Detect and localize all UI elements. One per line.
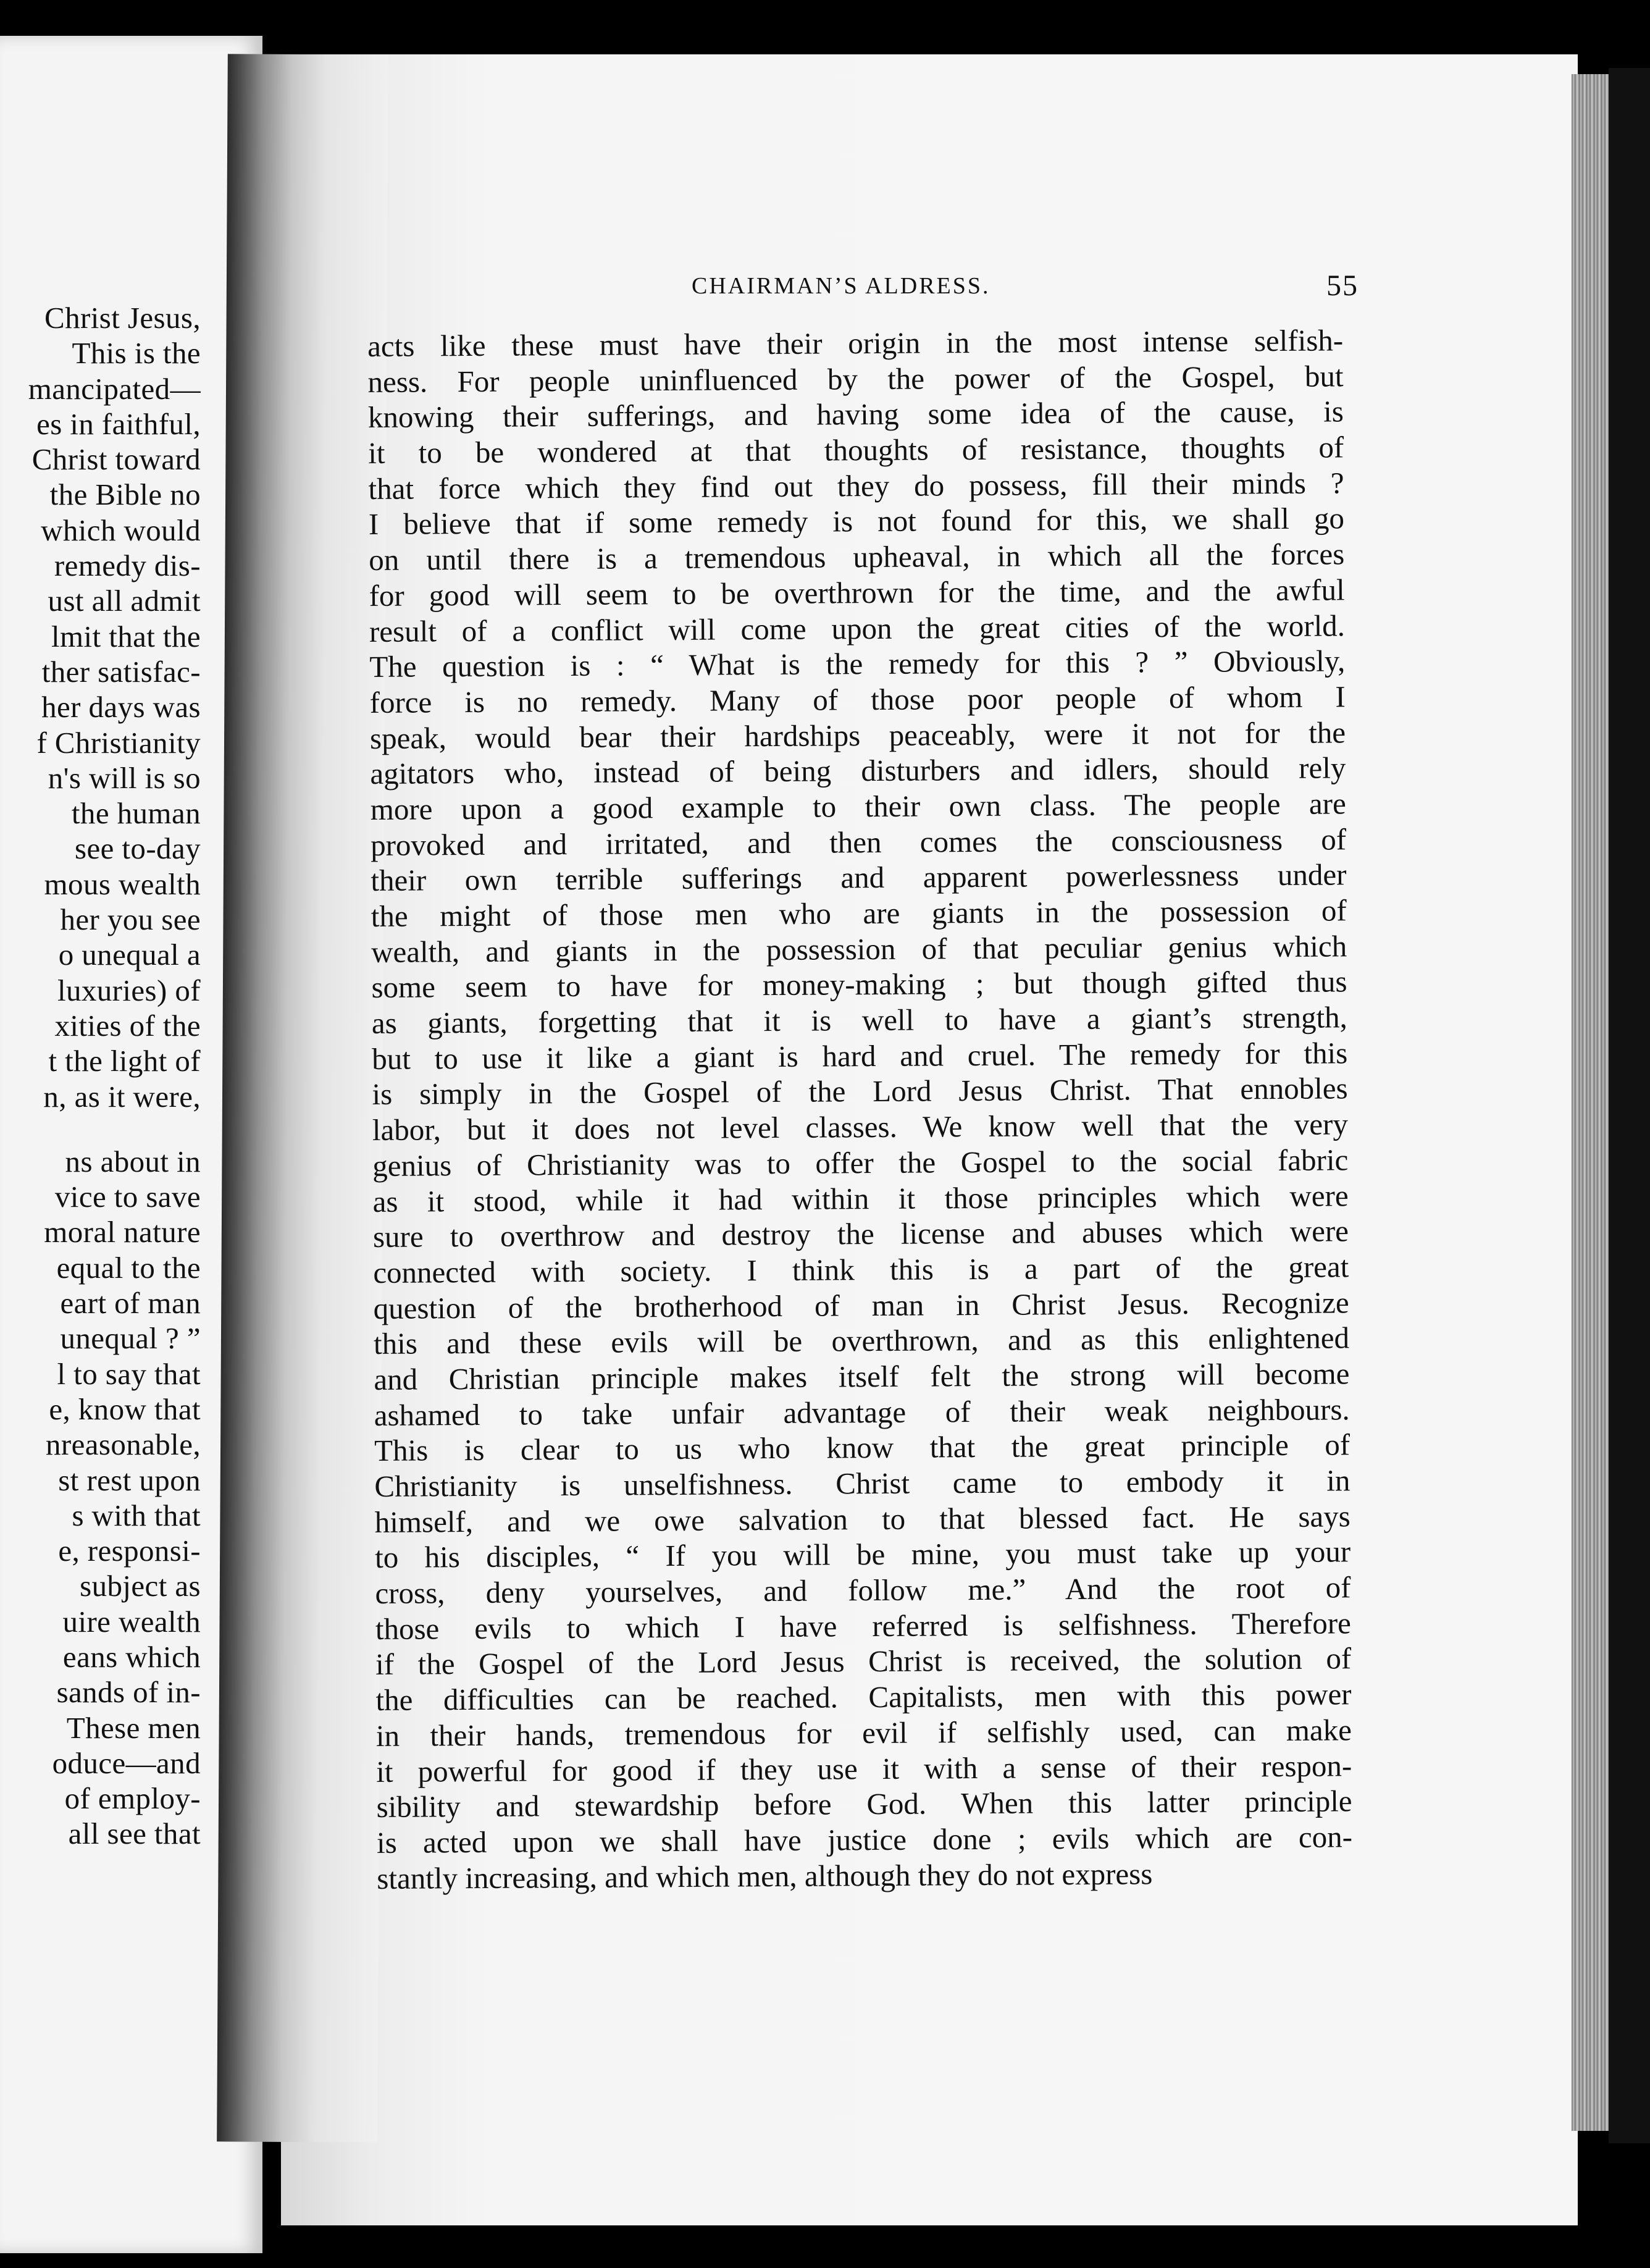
text-line: if the Gospel of the Lord Jesus Christ is received, the solution of	[375, 1641, 1352, 1682]
left-text-line: equal to the	[56, 1250, 201, 1285]
left-text-line: her days was	[41, 690, 201, 724]
left-text-line: xities of the	[54, 1008, 201, 1043]
left-text-line: ns about in	[65, 1144, 201, 1178]
text-line: the difficulties can be reached. Capitalists, men with this power	[375, 1677, 1352, 1718]
page-header	[692, 264, 1359, 308]
text-line: the might of those men who are giants in the possession of	[371, 893, 1347, 933]
left-text-line: mous wealth	[44, 867, 201, 901]
left-text-line: of employ-	[64, 1781, 201, 1816]
left-text-line: unequal ? ”	[60, 1321, 201, 1356]
text-line: some seem to have for money-making ; but though gifted thus	[371, 964, 1347, 1005]
text-line: and Christian principle makes itself felt the strong will become	[374, 1356, 1350, 1396]
left-page-text	[0, 300, 201, 1852]
text-line: agitators who, instead of being disturbers and idlers, should rely	[370, 750, 1346, 791]
text-line: force is no remedy. Many of those poor people of whom I	[369, 679, 1346, 720]
text-line: Christianity is unselfishness. Christ came to embody it in	[374, 1463, 1351, 1503]
left-text-line: f Christianity	[36, 725, 201, 760]
text-line: cross, deny yourselves, and follow me.” And the root of	[375, 1570, 1351, 1611]
text-line: as it stood, while it had within it those principles which were	[372, 1178, 1349, 1219]
left-text-line: Christ toward	[31, 442, 201, 477]
text-line: provoked and irritated, and then comes the consciousness of	[370, 821, 1347, 862]
left-text-line: which would	[41, 513, 201, 547]
left-text-line: see to-day	[75, 831, 201, 866]
left-text-line: remedy dis-	[54, 548, 201, 583]
text-line: himself, and we owe salvation to that blessed fact. He says	[374, 1499, 1351, 1539]
page-gutter-shadow	[217, 54, 388, 2142]
left-text-line: moral nature	[44, 1215, 201, 1250]
text-line: connected with society. I think this is a part of the great	[373, 1250, 1349, 1290]
left-text-line: t the light of	[48, 1044, 201, 1078]
left-text-line: l to say that	[57, 1356, 201, 1391]
left-text-line: These men	[66, 1710, 201, 1745]
text-line: but to use it like a giant is hard and cruel. The remedy for this	[372, 1036, 1348, 1076]
left-text-line: the Bible no	[49, 477, 201, 512]
text-line: on until there is a tremendous upheaval, in which all the forces	[369, 537, 1345, 578]
text-line: acts like these must have their origin in the most intense selfish-	[367, 323, 1344, 363]
left-text-line: n's will is so	[48, 760, 201, 795]
text-line: more upon a good example to their own class. The people are	[370, 786, 1346, 826]
left-text-line: her you see	[60, 902, 201, 937]
left-text-line: e, know that	[49, 1392, 201, 1426]
left-text-line: oduce—and	[52, 1745, 201, 1780]
text-line: in their hands, tremendous for evil if selfishly used, can make	[375, 1713, 1352, 1753]
left-text-line: s with that	[72, 1498, 201, 1532]
text-line: labor, but it does not level classes. We know well that the very	[372, 1107, 1349, 1148]
paragraph-gap	[0, 1114, 201, 1144]
left-text-line: es in faithful,	[36, 406, 201, 441]
text-line: is acted upon we shall have justice done ; evils which are con-	[376, 1820, 1353, 1860]
text-line: sibility and stewardship before God. When this latter principle	[376, 1784, 1352, 1825]
text-line: knowing their sufferings, and having some idea of the cause, is	[367, 394, 1344, 435]
text-line: wealth, and giants in the possession of that peculiar genius which	[371, 929, 1347, 969]
left-text-line: luxuries) of	[57, 973, 201, 1007]
left-text-line: all see that	[68, 1816, 201, 1851]
text-line: it powerful for good if they use it with a sense of their respon-	[376, 1748, 1352, 1789]
body-text	[367, 322, 1352, 1896]
left-text-line: uire wealth	[62, 1604, 201, 1639]
text-line: this and these evils will be overthrown, and as this enlightened	[373, 1321, 1350, 1361]
text-line: The question is : “ What is the remedy for this ? ” Obviously,	[369, 644, 1346, 684]
text-line: their own terrible sufferings and apparent powerlessness under	[371, 857, 1347, 898]
text-line: speak, would bear their hardships peaceably, were it not for the	[369, 715, 1346, 755]
left-text-line: This is the	[72, 336, 201, 371]
left-text-line: ust all admit	[48, 584, 201, 618]
text-line: to his disciples, “ If you will be mine, you must take up your	[374, 1534, 1351, 1575]
text-line: is simply in the Gospel of the Lord Jesus Christ. That ennobles	[372, 1071, 1348, 1112]
text-line: ness. For people uninfluenced by the power of the Gospel, but	[367, 359, 1344, 399]
left-text-line: e, responsi-	[58, 1534, 201, 1568]
left-text-line: o unequal a	[58, 938, 201, 972]
text-line: genius of Christianity was to offer the Gospel to the social fabric	[372, 1143, 1349, 1183]
text-line: it to be wondered at that thoughts of resistance, thoughts of	[368, 430, 1344, 471]
left-text-line: Christ Jesus,	[44, 301, 201, 335]
left-text-line: ther satisfac-	[41, 654, 201, 689]
left-text-line: st rest upon	[58, 1463, 201, 1497]
background-edge	[1609, 68, 1650, 2143]
text-line: This is clear to us who know that the great principle of	[374, 1427, 1351, 1468]
left-text-line: mancipated—	[28, 371, 201, 406]
text-line: sure to overthrow and destroy the license and abuses which were	[372, 1214, 1349, 1254]
left-text-line: nreasonable,	[45, 1427, 201, 1462]
left-text-line: eans which	[62, 1639, 201, 1674]
text-line: those evils to which I have referred is selfishness. Therefore	[375, 1606, 1351, 1646]
left-text-line: eart of man	[60, 1286, 201, 1321]
text-line: result of a conflict will come upon the great cities of the world.	[369, 608, 1346, 649]
left-text-line: vice to save	[54, 1180, 201, 1214]
left-text-line: the human	[71, 796, 201, 831]
page-number: 55	[1326, 269, 1359, 302]
left-text-line: subject as	[80, 1569, 201, 1603]
left-text-line: n, as it were,	[43, 1079, 201, 1114]
running-head: CHAIRMAN’S ALDRESS.	[692, 273, 990, 299]
left-text-line: sands of in-	[56, 1675, 201, 1710]
left-text-line: lmit that the	[51, 619, 201, 653]
text-line: as giants, forgetting that it is well to have a giant’s strength,	[371, 1000, 1348, 1041]
text-line: for good will seem to be overthrown for the time, and the awful	[369, 573, 1345, 613]
text-line: ashamed to take unfair advantage of their weak neighbours.	[374, 1392, 1350, 1432]
text-line: that force which they find out they do possess, fill their minds ?	[368, 466, 1344, 506]
text-line: question of the brotherhood of man in Christ Jesus. Recognize	[373, 1285, 1349, 1325]
text-line: stantly increasing, and which men, although they do not express	[377, 1856, 1153, 1896]
text-line: I believe that if some remedy is not found for this, we shall go	[368, 501, 1345, 542]
